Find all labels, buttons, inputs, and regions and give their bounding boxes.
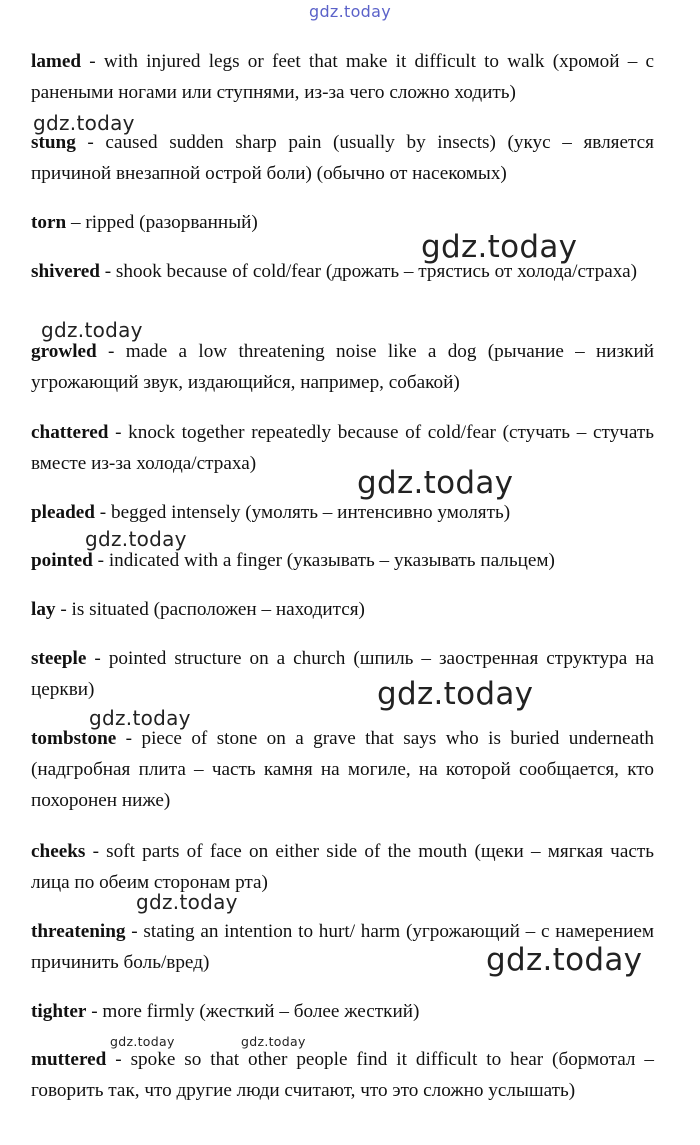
- vocab-separator: -: [75, 132, 106, 153]
- vocab-definition: more firmly (жесткий – более жесткий): [102, 1001, 420, 1022]
- vocab-definition: with injured legs or feet that make it difficult to walk (хромой – с ранеными ногами или ступнями, из-за чего сложно ходить): [31, 51, 654, 103]
- vocab-separator: -: [81, 51, 104, 72]
- vocab-entry: [31, 723, 654, 816]
- vocab-separator: -: [86, 1001, 103, 1022]
- vocab-term: stung: [31, 132, 76, 153]
- vocab-entry: [31, 46, 654, 108]
- vocab-term: growled: [31, 341, 97, 362]
- vocab-term: tighter: [31, 1001, 87, 1022]
- vocab-entry: [31, 497, 654, 528]
- vocab-term: torn: [31, 212, 67, 233]
- vocab-definition: shook because of cold/fear (дрожать – трястись от холода/страха): [115, 261, 638, 282]
- vocab-term: pleaded: [31, 502, 95, 523]
- vocab-term: lamed: [31, 51, 82, 72]
- watermark: gdz.today: [241, 1034, 306, 1049]
- vocab-term: muttered: [31, 1049, 107, 1070]
- vocab-definition: begged intensely (умолять – интенсивно умолять): [110, 502, 511, 523]
- vocab-entry: [31, 594, 654, 625]
- watermark: gdz.today: [357, 465, 514, 501]
- vocab-separator: -: [116, 728, 142, 749]
- vocab-definition: spoke so that other people find it difficult to hear (бормотал – говорить так, что другие люди считают, что это сложно услышать): [31, 1049, 654, 1101]
- vocab-entry: [31, 916, 654, 978]
- vocab-separator: -: [96, 341, 126, 362]
- vocab-definition: pointed structure on a church (шпиль – заостренная структура на церкви): [31, 648, 655, 700]
- vocab-separator: -: [106, 1049, 131, 1070]
- vocab-separator: -: [99, 261, 116, 282]
- vocab-separator: -: [92, 550, 109, 571]
- vocab-term: lay: [31, 599, 56, 620]
- vocab-term: threatening: [31, 921, 126, 942]
- watermark: gdz.today: [85, 527, 187, 551]
- vocab-separator: -: [86, 648, 109, 669]
- vocab-entry: [31, 256, 654, 287]
- vocab-definition: knock together repeatedly because of cold/fear (стучать – стучать вместе из-за холода/страха): [31, 422, 654, 474]
- vocab-entry: [31, 207, 654, 238]
- watermark: gdz.today: [377, 676, 534, 712]
- vocab-term: tombstone: [31, 728, 117, 749]
- vocab-entry: [31, 127, 654, 189]
- vocab-term: steeple: [31, 648, 87, 669]
- vocab-entry: [31, 643, 654, 705]
- vocab-term: pointed: [31, 550, 93, 571]
- watermark: gdz.today: [136, 890, 238, 914]
- vocab-separator: -: [125, 921, 144, 942]
- vocab-definition: piece of stone on a grave that says who is buried underneath (надгробная плита – часть камня на могиле, на которой сообщается, кто похоронен ниже): [31, 728, 655, 811]
- vocab-entry: [31, 996, 654, 1027]
- vocab-separator: -: [85, 841, 107, 862]
- vocab-term: chattered: [31, 422, 109, 443]
- vocab-separator: -: [108, 422, 129, 443]
- vocab-separator: -: [55, 599, 72, 620]
- vocab-definition: ripped (разорванный): [85, 212, 258, 233]
- vocab-term: cheeks: [31, 841, 86, 862]
- vocab-entry: [31, 417, 654, 479]
- watermark: gdz.today: [33, 111, 135, 135]
- vocab-separator: –: [66, 212, 86, 233]
- watermark: gdz.today: [41, 318, 143, 342]
- watermark: gdz.today: [110, 1034, 175, 1049]
- vocab-definition: caused sudden sharp pain (usually by insects) (укус – является причиной внезапной острой боли) (обычно от насекомых): [31, 132, 654, 184]
- vocab-separator: -: [94, 502, 111, 523]
- vocab-entry: [31, 836, 654, 898]
- watermark: gdz.today: [486, 942, 643, 978]
- vocab-definition: is situated (расположен – находится): [71, 599, 365, 620]
- watermark: gdz.today: [421, 229, 578, 265]
- watermark-top: gdz.today: [309, 2, 391, 21]
- vocab-term: shivered: [31, 261, 100, 282]
- vocab-entry: [31, 1044, 654, 1106]
- vocab-entry: [31, 336, 654, 398]
- vocab-definition: soft parts of face on either side of the mouth (щеки – мягкая часть лица по обеим сторонам рта): [31, 841, 654, 893]
- vocab-definition: made a low threatening noise like a dog (рычание – низкий угрожающий звук, издающийся, например, собакой): [31, 341, 655, 393]
- vocab-entry: [31, 545, 654, 576]
- vocab-definition: indicated with a finger (указывать – указывать пальцем): [108, 550, 555, 571]
- vocab-definition: stating an intention to hurt/ harm (угрожающий – с намерением причинить боль/вред): [31, 921, 655, 973]
- watermark: gdz.today: [89, 706, 191, 730]
